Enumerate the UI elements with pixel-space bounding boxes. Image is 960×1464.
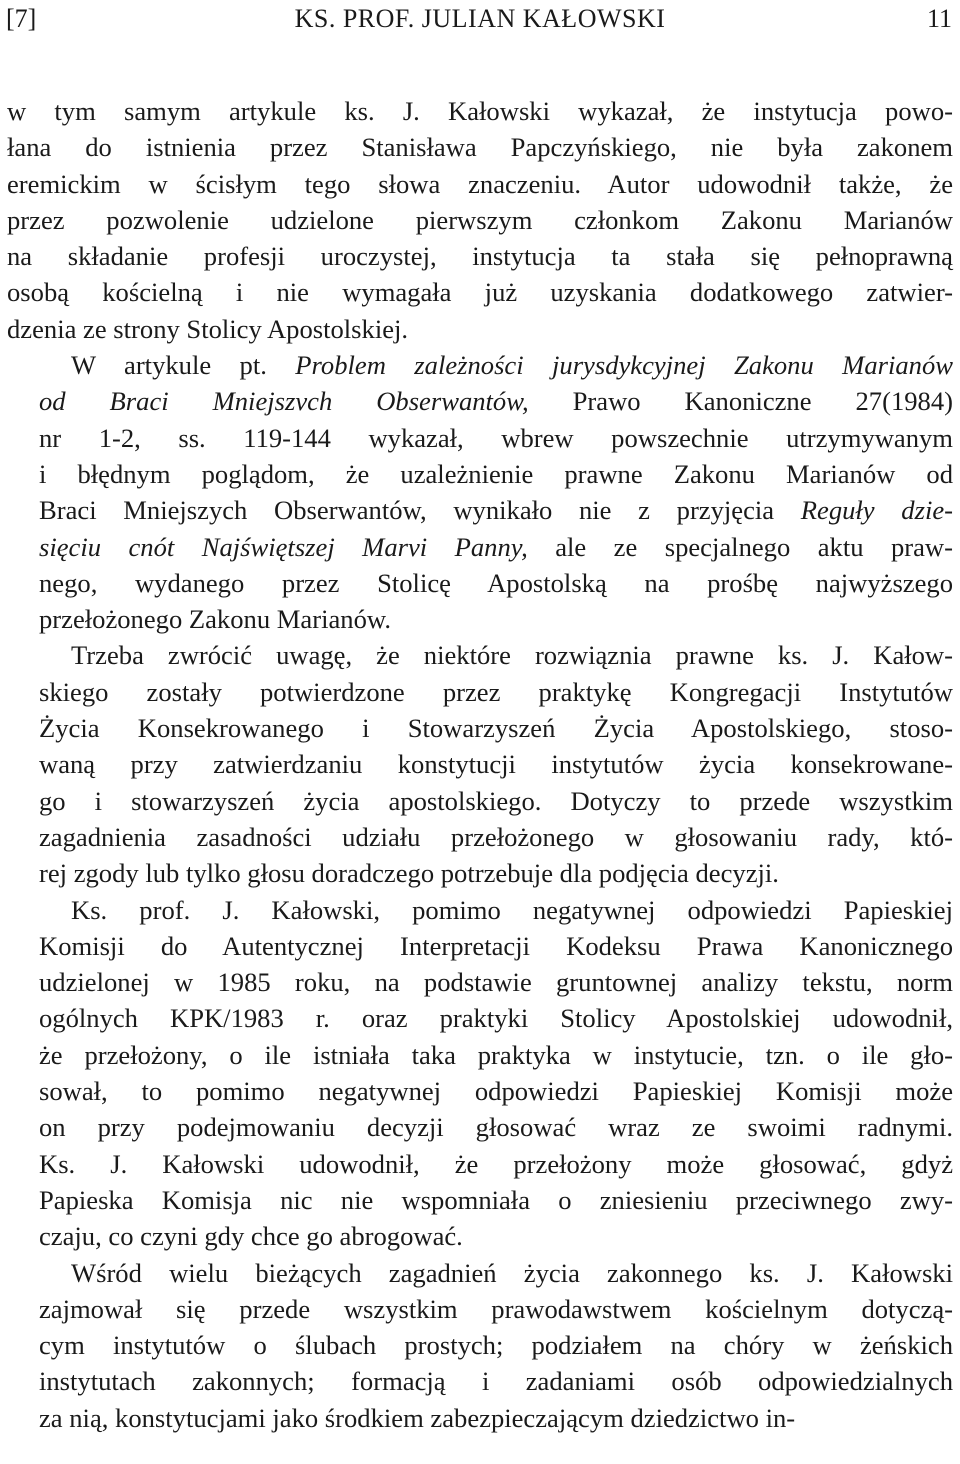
- text-segment: łana do istnienia przez Stanisława Papczyńskiego, nie była zakonem: [7, 132, 953, 163]
- text-segment: osobą kościelną i nie wymagała już uzyskania dodatkowego zatwier-: [7, 277, 953, 308]
- text-line: [7, 1073, 953, 1109]
- text-segment: eremickim w ścisłym tego słowa znaczeniu. Autor udowodnił także, że: [7, 168, 953, 199]
- text-line: [7, 420, 953, 456]
- italic-text: Problem zależności jurysdykcyjnej Zakonu Marianów: [295, 350, 953, 381]
- text-line: [7, 166, 953, 202]
- running-header: [0, 0, 960, 44]
- text-segment: Komisji do Autentycznej Interpretacji Kodeksu Prawa Kanonicznego: [39, 930, 953, 961]
- text-line: [7, 238, 953, 274]
- text-line: [7, 565, 953, 601]
- text-line: [7, 964, 953, 1000]
- text-segment: Wśród wielu bieżących zagadnień życia zakonnego ks. J. Kałowski: [71, 1257, 953, 1288]
- text-segment: przez pozwolenie udzielone pierwszym członkom Zakonu Marianów: [7, 204, 953, 235]
- text-segment: W artykule pt.: [71, 350, 296, 381]
- paragraph: [7, 1255, 953, 1436]
- text-segment: waną przy zatwierdzaniu konstytucji instytutów życia konsekrowane-: [39, 749, 953, 780]
- text-line: [7, 129, 953, 165]
- text-line: [7, 1146, 953, 1182]
- text-segment: instytutach zakonnych; formacją i zadaniami osób odpowiedzialnych: [39, 1366, 953, 1397]
- text-segment: zagadnienia zasadności udziału przełożonego w głosowaniu rady, któ-: [39, 821, 953, 852]
- text-segment: go i stowarzyszeń życia apostolskiego. Dotyczy to przede wszystkim: [39, 785, 953, 816]
- text-line: [7, 274, 953, 310]
- text-segment: nego, wydanego przez Stolicę Apostolską na prośbę najwyższego: [39, 567, 953, 598]
- section-number: [7]: [6, 4, 37, 33]
- text-line: [7, 93, 953, 129]
- text-line: [7, 1363, 953, 1399]
- text-segment: cym instytutów o ślubach prostych; podziałem na chóry w żeńskich: [39, 1330, 953, 1361]
- text-line: [7, 1182, 953, 1218]
- text-segment: Życia Konsekrowanego i Stowarzyszeń Życia Apostolskiego, stoso-: [39, 713, 953, 744]
- text-line: [7, 311, 953, 347]
- text-line: [7, 601, 953, 637]
- running-header-title: KS. PROF. JULIAN KAŁOWSKI: [294, 4, 666, 33]
- text-segment: i błędnym poglądom, że uzależnienie prawne Zakonu Marianów od: [39, 458, 953, 489]
- page-number: 11: [926, 4, 952, 33]
- paragraph: [7, 93, 953, 347]
- text-segment: rej zgody lub tylko głosu doradczego potrzebuje dla podjęcia decyzji.: [39, 858, 779, 889]
- paragraph: [7, 892, 953, 1255]
- text-line: [7, 1218, 953, 1254]
- text-segment: że przełożony, o ile istniała taka praktyka w instytucie, tzn. o ile gło-: [39, 1039, 953, 1070]
- text-line: [7, 1109, 953, 1145]
- text-segment: on przy podejmowaniu decyzji głosować wraz ze swoimi radnymi.: [39, 1112, 953, 1143]
- paragraph: [7, 637, 953, 891]
- italic-text: od Braci Mniejszvch Obserwantów,: [39, 386, 529, 417]
- text-line: [7, 746, 953, 782]
- text-line: [7, 1291, 953, 1327]
- text-segment: Prawo Kanoniczne 27(1984): [528, 386, 953, 417]
- text-segment: przełożonego Zakonu Marianów.: [39, 604, 391, 635]
- text-segment: na składanie profesji uroczystej, instytucja ta stała się pełnoprawną: [7, 241, 953, 272]
- text-segment: sował, to pomimo negatywnej odpowiedzi Papieskiej Komisji może: [39, 1076, 953, 1107]
- text-line: [7, 892, 953, 928]
- text-line: [7, 1000, 953, 1036]
- text-segment: Braci Mniejszych Obserwantów, wynikało nie z przyjęcia: [39, 495, 801, 526]
- text-segment: udzielonej w 1985 roku, na podstawie gruntownej analizy tekstu, norm: [39, 967, 953, 998]
- text-line: [7, 855, 953, 891]
- text-line: [7, 1255, 953, 1291]
- text-line: [7, 383, 953, 419]
- text-segment: ogólnych KPK/1983 r. oraz praktyki Stolicy Apostolskiej udowodnił,: [39, 1003, 953, 1034]
- text-line: [7, 1327, 953, 1363]
- italic-text: Reguły dzie-: [800, 495, 953, 526]
- text-line: [7, 529, 953, 565]
- text-segment: Ks. prof. J. Kałowski, pomimo negatywnej odpowiedzi Papieskiej: [71, 894, 953, 925]
- text-segment: za nią, konstytucjami jako środkiem zabezpieczającym dziedzictwo in-: [39, 1402, 796, 1433]
- text-segment: Ks. J. Kałowski udowodnił, że przełożony może głosować, gdyż: [39, 1148, 953, 1179]
- paragraph: [7, 347, 953, 637]
- text-segment: w tym samym artykule ks. J. Kałowski wykazał, że instytucja powo-: [7, 96, 953, 126]
- text-line: [7, 637, 953, 673]
- italic-text: sięciu cnót Najświętszej Marvi Panny,: [39, 531, 528, 562]
- text-line: [7, 819, 953, 855]
- text-line: [7, 1400, 953, 1436]
- text-segment: nr 1-2, ss. 119-144 wykazał, wbrew powszechnie utrzymywanym: [39, 422, 953, 453]
- text-segment: skiego zostały potwierdzone przez praktykę Kongregacji Instytutów: [39, 676, 953, 707]
- text-segment: czaju, co czyni gdy chce go abrogować.: [39, 1221, 463, 1252]
- text-line: [7, 202, 953, 238]
- text-line: [7, 492, 953, 528]
- text-segment: Trzeba zwrócić uwagę, że niektóre rozwiąznia prawne ks. J. Kałow-: [71, 640, 953, 671]
- text-segment: Papieska Komisja nic nie wspomniała o zniesieniu przeciwnego zwy-: [39, 1184, 953, 1215]
- body-text: [7, 93, 953, 1436]
- text-line: [7, 347, 953, 383]
- text-line: [7, 1037, 953, 1073]
- text-line: [7, 783, 953, 819]
- text-segment: ale ze specjalnego aktu praw-: [527, 531, 953, 562]
- text-line: [7, 928, 953, 964]
- text-line: [7, 674, 953, 710]
- text-segment: dzenia ze strony Stolicy Apostolskiej.: [7, 313, 409, 344]
- text-line: [7, 710, 953, 746]
- text-segment: zajmował się przede wszystkim prawodawstwem kościelnym dotyczą-: [39, 1293, 953, 1324]
- text-line: [7, 456, 953, 492]
